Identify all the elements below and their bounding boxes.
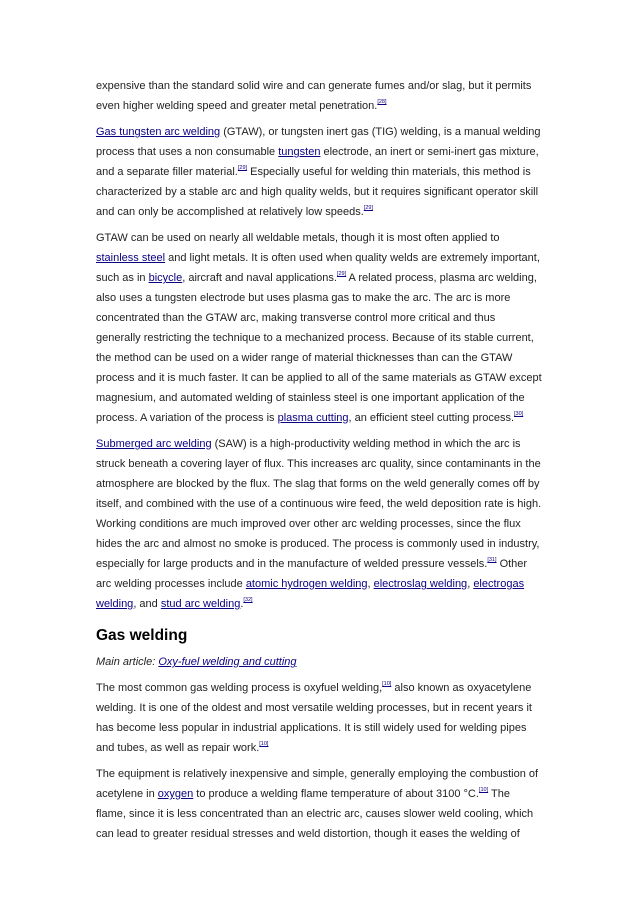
citation[interactable] (364, 205, 373, 211)
text: Other arc welding processes include (96, 558, 528, 590)
link-submerged-arc-welding[interactable]: Submerged arc welding (96, 438, 212, 450)
text: GTAW can be used on nearly all weldable metals, though it is most often applied to (96, 232, 500, 244)
citation[interactable] (479, 787, 488, 793)
citation[interactable] (487, 557, 496, 563)
citation-link[interactable]: [10] (382, 681, 392, 687)
text: A related process, plasma arc welding, also uses a tungsten electrode but uses plasma gas to make the arc. The arc is more concentrated than the GTAW arc, making transverse control more critical and thus generally restricting the technique to a mechanized process. Because of its stable current, the method can be used on a wider range of material thicknesses than can the GTAW process and it is much faster. It can be applied to all of the same materials as GTAW except magnesium, and automated welding of stainless steel is one important application of the process. A variation of the process is (96, 272, 542, 424)
citation[interactable] (238, 165, 247, 171)
text: (GTAW), or tungsten inert gas (TIG) welding, is a manual welding process that uses a non consumable (96, 126, 541, 158)
citation-link[interactable]: [30] (514, 411, 524, 417)
link-oxy-fuel-welding-and-cutting[interactable]: Oxy-fuel welding and cutting (158, 656, 297, 668)
citation-link[interactable]: [29] (336, 271, 347, 277)
section-heading-gas-welding: Gas welding (96, 627, 188, 644)
text: , aircraft and naval applications. (182, 272, 337, 284)
text: and light metals. It is often used when quality welds are extremely important, such as in (96, 252, 540, 284)
text: . (240, 598, 244, 610)
link-bicycle[interactable]: bicycle (148, 272, 183, 284)
link-atomic-hydrogen-welding[interactable]: atomic hydrogen welding (245, 578, 368, 590)
paragraph-gtaw-uses (96, 228, 542, 428)
paragraph-saw (96, 434, 542, 614)
citation-link[interactable]: [10] (478, 787, 489, 793)
text: The most common gas welding process is oxyfuel welding, (96, 682, 383, 694)
citation[interactable] (382, 681, 391, 687)
citation-link[interactable]: [31] (487, 557, 497, 563)
text: , an efficient steel cutting process. (348, 412, 515, 424)
link-tungsten[interactable]: tungsten (278, 146, 321, 158)
text: (SAW) is a high-productivity welding method in which the arc is struck beneath a covering layer of flux. This increases arc quality, since contaminants in the atmosphere are blocked by the flux. The slag that forms on the weld generally comes off by itself, and combined with the use of a continuous wire feed, the weld deposition rate is high. Working conditions are much improved over other arc welding processes, since the flux hides the arc and almost no smoke is produced. The process is commonly used in industry, especially for large products and in the manufacture of welded pressure vessels. (96, 438, 542, 570)
citation[interactable] (243, 597, 252, 603)
text: Especially useful for welding thin materials, this method is characterized by a stable arc and high quality welds, but it requires significant operator skill and can only be accomplished at relatively low speeds. (96, 166, 539, 218)
text: , (467, 578, 474, 590)
link-stud-arc-welding[interactable]: stud arc welding (160, 598, 241, 610)
citation[interactable] (259, 741, 268, 747)
citation-link[interactable]: [10] (259, 741, 269, 747)
paragraph-gtaw (96, 122, 542, 222)
text: The flame, since it is less concentrated than an electric arc, causes slower weld cooling, which can lead to greater residual stresses and weld distortion, though it eases the welding of (96, 788, 534, 840)
paragraph-equipment (96, 764, 542, 844)
text: The equipment is relatively inexpensive and simple, generally employing the combustion of acetylene in (96, 768, 539, 800)
link-stainless-steel[interactable]: stainless steel (96, 252, 166, 264)
citation[interactable] (377, 99, 386, 105)
hatnote-prefix: Main article: (96, 656, 159, 668)
citation-link[interactable]: [32] (243, 597, 253, 603)
link-electroslag-welding[interactable]: electroslag welding (373, 578, 468, 590)
citation-link[interactable]: [29] (363, 205, 374, 211)
paragraph-oxyfuel (96, 678, 542, 758)
link-oxygen[interactable]: oxygen (157, 788, 194, 800)
text: , (367, 578, 374, 590)
link-electrogas-welding[interactable]: electrogas welding (96, 578, 525, 610)
text: electrode, an inert or semi-inert gas mixture, and a separate filler material. (96, 146, 539, 178)
text: to produce a welding flame temperature of about 3100 °C. (193, 788, 479, 800)
hatnote-main-article (96, 652, 542, 672)
paragraph-flux-cored-end (96, 76, 542, 116)
citation[interactable] (337, 271, 346, 277)
link-gas-tungsten-arc-welding[interactable]: Gas tungsten arc welding (96, 126, 221, 138)
text: also known as oxyacetylene welding. It is one of the oldest and most versatile welding processes, but in recent years it has become less popular in industrial applications. It is still widely used for welding pipes and tubes, as well as repair work. (96, 682, 532, 754)
text: expensive than the standard solid wire and can generate fumes and/or slag, but it permits even higher welding speed and greater metal penetration. (96, 80, 532, 112)
citation-link[interactable]: [29] (237, 165, 248, 171)
citation-link[interactable]: [28] (377, 99, 387, 105)
link-plasma-cutting[interactable]: plasma cutting (277, 412, 349, 424)
text: , and (133, 598, 161, 610)
citation[interactable] (514, 411, 523, 417)
